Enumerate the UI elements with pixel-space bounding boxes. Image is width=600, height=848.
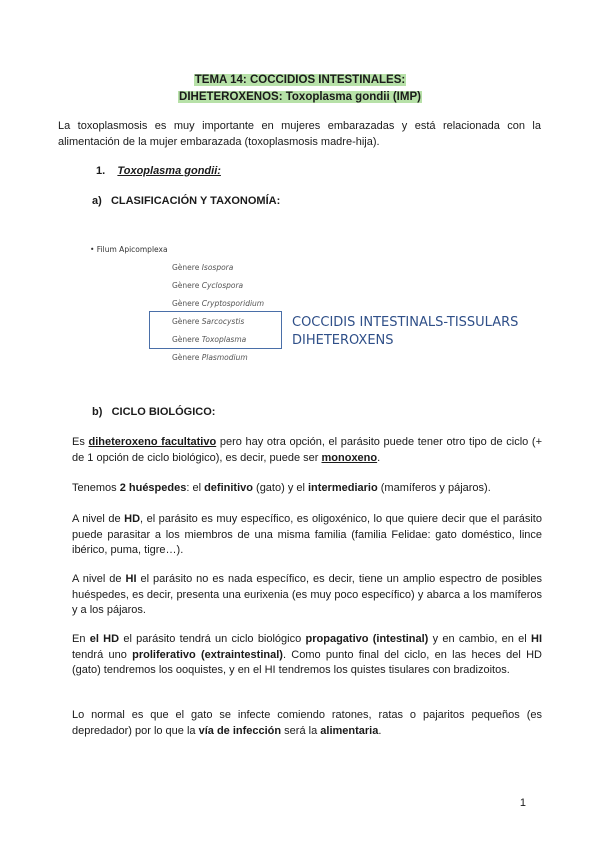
section-1-number: 1. <box>96 165 106 177</box>
genus-name: Sarcocystis <box>201 317 245 326</box>
taxonomy-genus-row <box>172 281 243 290</box>
key-term: diheteroxeno facultativo <box>88 436 217 448</box>
genus-prefix: Gènere <box>172 263 200 272</box>
genus-name: Plasmodium <box>201 353 248 362</box>
genus-prefix: Gènere <box>172 317 200 326</box>
section-a-heading <box>92 195 280 207</box>
section-a-label: CLASIFICACIÓN Y TAXONOMÍA: <box>110 195 281 207</box>
genus-name: Cryptosporidium <box>201 299 265 308</box>
genus-prefix: Gènere <box>172 299 200 308</box>
taxonomy-phylum: • Filum Apicomplexa <box>90 245 168 254</box>
genus-prefix: Gènere <box>172 335 200 344</box>
taxonomy-label-2: DIHETEROXENS <box>292 333 394 348</box>
paragraph-hd: A nivel de HD, el parásito es muy específico, es oligoxénico, lo que quiere decir que el parásito puede parasitar a los miembros de una misma familia (familia Felidae: gato doméstico, lince ibérico, puma, tigre…). <box>72 513 542 556</box>
paragraph-hi: A nivel de HI el parásito no es nada específico, es decir, tiene un amplio espectro de posibles huéspedes, es decir, presenta una eurixenia (es muy poco específico) y abarca a los mamíferos y a los pájaros. <box>72 573 542 616</box>
title-line-1: TEMA 14: COCCIDIOS INTESTINALES: <box>194 74 406 86</box>
intro-paragraph: La toxoplasmosis es muy importante en mujeres embarazadas y está relacionada con la alimentación de la mujer embarazada (toxoplasmosis madre-hija). <box>58 120 541 148</box>
key-term: monoxeno <box>321 451 378 464</box>
genus-prefix: Gènere <box>172 353 200 362</box>
section-b-number: b) <box>92 406 103 418</box>
title-line-2: DIHETEROXENOS: Toxoplasma gondii (IMP) <box>179 91 421 103</box>
taxonomy-genus-row <box>172 299 264 308</box>
paragraph-facultative: Es diheteroxeno facultativo pero hay otra opción, el parásito puede tener otro tipo de ciclo (+ de 1 opción de ciclo biológico), es decir, puede ser monoxeno. <box>72 436 542 464</box>
taxonomy-label-1: COCCIDIS INTESTINALS-TISSULARS <box>292 315 519 330</box>
highlight-box <box>149 311 282 349</box>
genus-name: Cyclospora <box>201 281 244 290</box>
document-title <box>0 72 600 106</box>
paragraph-cycle: En el HD el parásito tendrá un ciclo biológico propagativo (intestinal) y en cambio, en el HI tendrá uno proliferativo (extraintestinal). Como punto final del ciclo, en las heces del HD (gato) tendremos los ooquistes, y en el HI tendremos los quistes tisulares con bradizoitos. <box>72 633 543 676</box>
section-b-heading <box>92 406 215 418</box>
section-1-label: Toxoplasma gondii: <box>117 165 221 177</box>
genus-prefix: Gènere <box>172 281 200 290</box>
section-a-number: a) <box>92 195 102 207</box>
genus-name: Isospora <box>201 263 234 272</box>
paragraph-hosts: Tenemos 2 huéspedes: el definitivo (gato) y el intermediario (mamíferos y pájaros). <box>72 482 491 494</box>
genus-name: Toxoplasma <box>201 335 247 344</box>
taxonomy-group-label <box>292 314 518 350</box>
taxonomy-genus-row <box>172 263 233 272</box>
page-number: 1 <box>519 797 526 809</box>
section-b-label: CICLO BIOLÓGICO: <box>111 406 216 418</box>
paragraph-infection: Lo normal es que el gato se infecte comiendo ratones, ratas o pajaritos pequeños (es depredador) por lo que la vía de infección será la alimentaria. <box>72 709 542 737</box>
taxonomy-genus-row <box>172 353 248 362</box>
section-1-heading <box>96 165 221 177</box>
